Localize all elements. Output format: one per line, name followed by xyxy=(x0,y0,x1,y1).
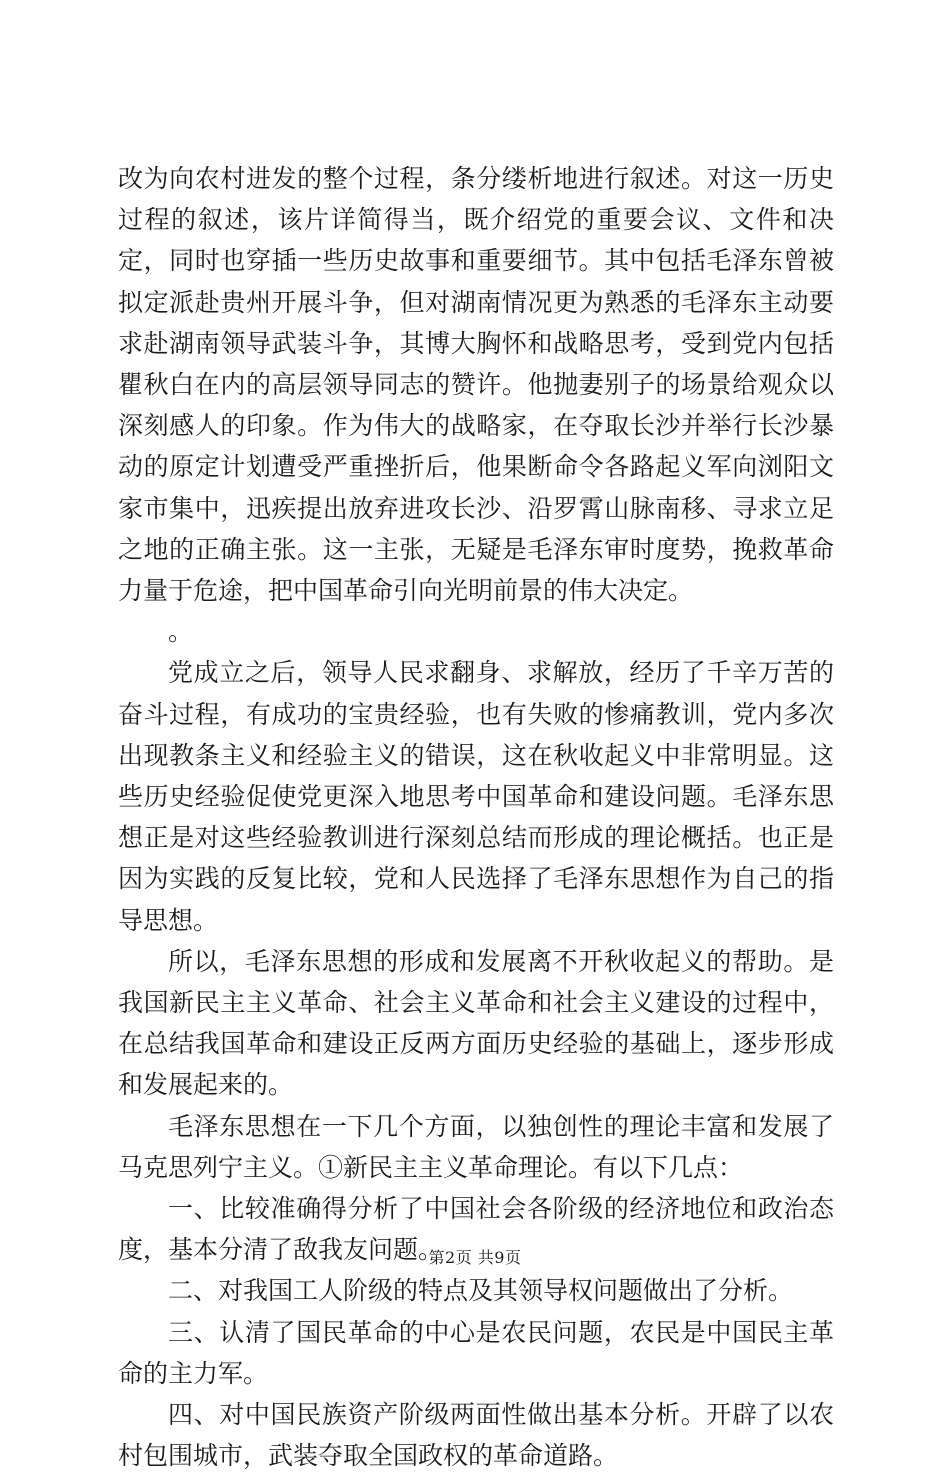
paragraph-4: 所以，毛泽东思想的形成和发展离不开秋收起义的帮助。是我国新民主主义革命、社会主义革命和社会主义建设的过程中，在总结我国革命和建设正反两方面历史经验的基础上，逐步形成和发展起来的。 xyxy=(118,946,834,1100)
document-body xyxy=(118,158,834,1477)
paragraph-2: 。 xyxy=(168,617,194,647)
list-item-4: 四、对中国民族资产阶级两面性做出基本分析。开辟了以农村包围城市，武装夺取全国政权的革命道路。 xyxy=(118,1400,834,1471)
paragraph-1: 改为向农村进发的整个过程，条分缕析地进行叙述。对这一历史过程的叙述，该片详简得当，既介绍党的重要会议、文件和决定，同时也穿插一些历史故事和重要细节。其中包括毛泽东曾被拟定派赴贵州开展斗争，但对湖南情况更为熟悉的毛泽东主动要求赴湖南领导武装斗争，其博大胸怀和战略思考，受到党内包括瞿秋白在内的高层领导同志的赞许。他抛妻别子的场景给观众以深刻感人的印象。作为伟大的战略家，在夺取长沙并举行长沙暴动的原定计划遭受严重挫折后，他果断命令各路起义军向浏阳文家市集中，迅疾提出放弃进攻长沙、沿罗霄山脉南移、寻求立足之地的正确主张。这一主张，无疑是毛泽东审时度势，挽救革命力量于危途，把中国革命引向光明前景的伟大决定。 xyxy=(118,164,834,606)
page-number-footer: 第2页 共9页 xyxy=(428,1248,522,1267)
list-item-3: 三、认清了国民革命的中心是农民问题，农民是中国民主革命的主力军。 xyxy=(118,1317,834,1388)
paragraph-5: 毛泽东思想在一下几个方面，以独创性的理论丰富和发展了马克思列宁主义。①新民主主义革命理论。有以下几点： xyxy=(118,1111,834,1182)
list-item-2: 二、对我国工人阶级的特点及其领导权问题做出了分析。 xyxy=(168,1276,794,1306)
list-item-1: 一、比较准确得分析了中国社会各阶级的经济地位和政治态度，基本分清了敌我友问题。 xyxy=(118,1194,834,1265)
paragraph-3: 党成立之后，领导人民求翻身、求解放，经历了千辛万苦的奋斗过程，有成功的宝贵经验，也有失败的惨痛教训，党内多次出现教条主义和经验主义的错误，这在秋收起义中非常明显。这些历史经验促使党更深入地思考中国革命和建设问题。毛泽东思想正是对这些经验教训进行深刻总结而形成的理论概括。也正是因为实践的反复比较，党和人民选择了毛泽东思想作为自己的指导思想。 xyxy=(118,658,834,935)
